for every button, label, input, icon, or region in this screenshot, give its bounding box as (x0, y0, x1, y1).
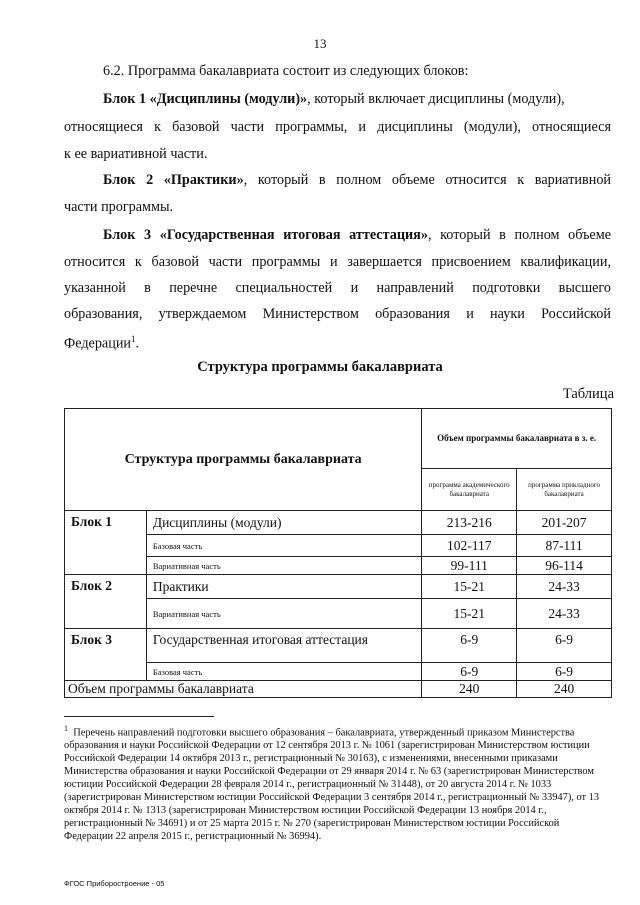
footnote (64, 722, 611, 843)
block3-line5 (64, 331, 139, 353)
block1-academic: 213-216 (422, 511, 517, 535)
block2-line2: части программы. (64, 199, 174, 215)
block1-line2: относящиеся к базовой части программы, и дисциплины (модули), относящиеся (64, 119, 611, 135)
header-applied: программа прикладного бакалавриата (517, 469, 612, 511)
table-row (65, 557, 612, 575)
table-row (65, 599, 612, 629)
header-structure: Структура программы бакалавриата (65, 409, 422, 511)
block3-line2: относится к базовой части программы и завершается присвоением квалификации, (64, 254, 611, 270)
block3-title: Блок 3 «Государственная итоговая аттестация» (103, 227, 428, 243)
block3-academic: 6-9 (422, 629, 517, 663)
block1-var-academic: 99-111 (422, 557, 517, 575)
block1-base-name: Базовая часть (146, 535, 421, 557)
block3-text-1: , который в полном объеме (427, 227, 611, 243)
block2-var-name: Вариативная часть (146, 599, 421, 629)
block1-title: Блок 1 «Дисциплины (модули)» (103, 91, 308, 107)
table-caption: Структура программы бакалавриата (197, 359, 443, 375)
total-name: Объем программы бакалавриата (65, 681, 422, 698)
block3-applied: 6-9 (517, 629, 612, 663)
intro-paragraph: 6.2. Программа бакалавриата состоит из следующих блоков: (103, 63, 469, 79)
block3-line3: указанной в перечне специальностей и направлений подготовки высшего (64, 280, 611, 296)
block2-label: Блок 2 (65, 575, 147, 629)
block2-text-1: , который в полном объеме относится к вариативной (243, 172, 612, 188)
block2-title: Блок 2 «Практики» (103, 172, 244, 188)
table-row (65, 575, 612, 599)
block2-name: Практики (146, 575, 421, 599)
block1-name: Дисциплины (модули) (146, 511, 421, 535)
total-applied: 240 (517, 681, 612, 698)
block1-text-1: , который включает дисциплины (модули), (307, 91, 565, 107)
block2-var-academic: 15-21 (422, 599, 517, 629)
footnote-mark: 1 (64, 724, 68, 733)
header-academic: программа академического бакалавриата (422, 469, 517, 511)
block3-name: Государственная итоговая аттестация (146, 629, 421, 663)
total-academic: 240 (422, 681, 517, 698)
block1-applied: 201-207 (517, 511, 612, 535)
header-volume: Объем программы бакалавриата в з. е. (422, 409, 612, 469)
block3-base-name: Базовая часть (146, 663, 421, 681)
block2-applied: 24-33 (517, 575, 612, 599)
footnote-reference[interactable]: 1 (131, 334, 136, 344)
program-structure-table (64, 408, 612, 698)
block1-line1 (103, 91, 611, 108)
block2-academic: 15-21 (422, 575, 517, 599)
table-label: Таблица (562, 386, 614, 402)
block2-var-applied: 24-33 (517, 599, 612, 629)
footnote-text: Перечень направлений подготовки высшего образования – бакалавриата, утвержденный приказом Министерства образования и науки Российской Федерации от 12 сентября 2013 г. № 1061 (зарегистрирован Министерством юстиции Российской Федерации 14 октября 2013 г., регистрационный № 30163), с изменениями, внесенными приказами Министерства образования и науки Российской Федерации от 29 января 2014 г. № 63 (зарегистрирован Министерством юстиции Российской Федерации 28 февраля 2014 г., регистрационный № 31448), от 20 августа 2014 г. № 1033 (зарегистрирован Министерством юстиции Российской Федерации 3 сентября 2014 г., регистрационный № 33947), от 13 октября 2014 г. № 1313 (зарегистрирован Министерством юстиции Российской Федерации 13 ноября 2014 г., регистрационный № 34691) и от 25 марта 2015 г. № 270 (зарегистрирован Министерством юстиции Российской Федерации 22 апреля 2015 г., регистрационный № 36994). (64, 727, 600, 843)
page-number: 13 (313, 36, 327, 51)
table-row (65, 681, 612, 698)
table-row (65, 663, 612, 681)
block1-var-applied: 96-114 (517, 557, 612, 575)
block3-base-academic: 6-9 (422, 663, 517, 681)
block3-base-applied: 6-9 (517, 663, 612, 681)
table-row (65, 629, 612, 663)
table-row (65, 511, 612, 535)
block3-line4: образования, утверждаемом Министерством образования и науки Российской (64, 306, 611, 322)
block3-line1 (103, 227, 611, 244)
block1-base-applied: 87-111 (517, 535, 612, 557)
block2-line1 (103, 172, 611, 189)
block3-text-end: . (135, 335, 140, 352)
document-footer: ФГОС Приборостроение - 05 (64, 879, 165, 888)
block1-line3: к ее вариативной части. (64, 146, 208, 162)
footnote-divider (64, 716, 214, 717)
table-row (65, 535, 612, 557)
block1-base-academic: 102-117 (422, 535, 517, 557)
block3-text-5: Федерации (64, 335, 132, 352)
block1-var-name: Вариативная часть (146, 557, 421, 575)
block3-label: Блок 3 (65, 629, 147, 681)
block1-label: Блок 1 (65, 511, 147, 575)
